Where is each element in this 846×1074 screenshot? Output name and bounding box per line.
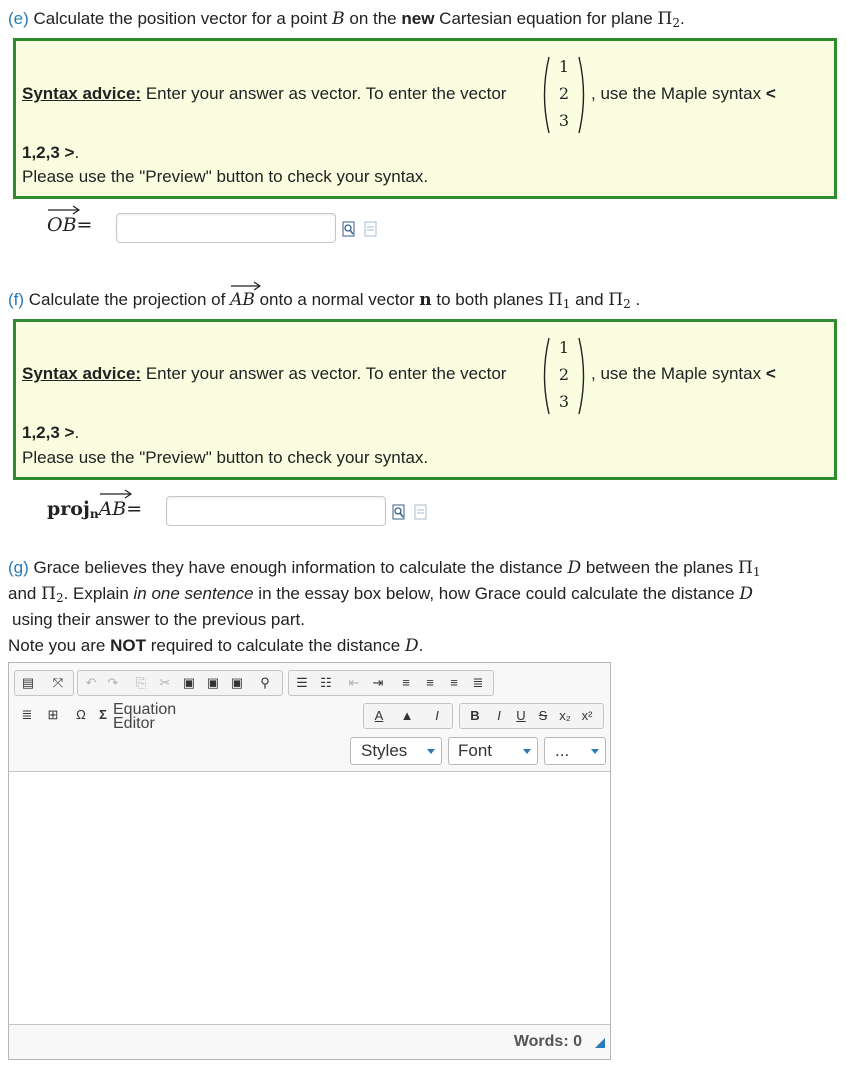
maximize-icon[interactable]: ⤧ [52, 675, 64, 690]
essay-text-area[interactable] [9, 771, 610, 1025]
styles-dropdown[interactable]: Styles [350, 737, 442, 765]
preview-icon[interactable] [342, 221, 356, 237]
chevron-down-icon [591, 749, 599, 754]
table-icon[interactable]: ⊞ [47, 707, 59, 722]
question-f: (f) Calculate the projection of AB onto a normal vector n to both planes $\Pi_1$ and $\Pi_2$ . [8, 289, 640, 315]
toolbar-group-insert [14, 701, 188, 732]
paste-icon[interactable]: ▣ [182, 675, 196, 690]
align-right-icon[interactable]: ≡ [450, 675, 458, 690]
word-count: Words: 0 [513, 1033, 582, 1050]
source-icon[interactable]: ▤ [21, 675, 35, 690]
bold-icon[interactable]: B [470, 708, 480, 723]
vector-display: 1 2 3 [540, 336, 588, 416]
bg-color-icon[interactable]: ▲ [400, 708, 414, 723]
syntax-example: 1,2,3 > [22, 423, 75, 442]
syntax-advice-box: Syntax advice: Enter your answer as vector. To enter the vector 1 2 3 , use the Maple syntax < 1,2,3 >. Please use the "Preview" button to check your syntax. [13, 319, 837, 480]
syntax-help-icon[interactable] [414, 504, 428, 520]
chevron-down-icon [523, 749, 531, 754]
superscript-icon[interactable]: x² [581, 708, 593, 723]
question-g-line-2: and $\Pi_2$. Explain in one sentence in the essay box below, how Grace could calculate the distance D [8, 584, 753, 605]
underline-icon[interactable]: U [516, 708, 526, 723]
toolbar-group-basic-style [459, 703, 604, 729]
text-color-icon[interactable]: A [374, 708, 384, 723]
part-label-g: (g) [8, 558, 29, 577]
resize-handle-icon[interactable] [594, 1037, 606, 1049]
toolbar-group-paragraph [288, 670, 494, 696]
vector-display: 1 2 3 [540, 55, 588, 135]
part-label-f: (f) [8, 290, 25, 309]
preview-note: Please use the "Preview" button to check your syntax. [22, 167, 429, 186]
toolbar-group-color [363, 703, 453, 729]
vector-arrow-icon [230, 281, 262, 291]
chevron-down-icon [427, 749, 435, 754]
question-e: (e) Calculate the position vector for a point B on the new Cartesian equation for plane $\Pi_2$. [8, 9, 685, 30]
part-label-e: (e) [8, 9, 29, 28]
essay-editor [8, 662, 611, 1060]
italic-icon[interactable]: I [497, 708, 501, 723]
syntax-advice-box: Syntax advice: Enter your answer as vector. To enter the vector 1 2 3 , use the Maple syntax < 1,2,3 >. Please use the "Preview" button to check your syntax. [13, 38, 837, 199]
syntax-advice-title: Syntax advice [22, 84, 136, 103]
answer-input-proj[interactable] [166, 496, 386, 526]
special-char-icon[interactable]: Ω [76, 707, 86, 722]
align-left-icon[interactable]: ≡ [402, 675, 410, 690]
equation-sigma-icon[interactable]: Σ [99, 707, 107, 722]
numbered-list-icon[interactable]: ☰ [296, 675, 308, 690]
toolbar-group-view [14, 670, 74, 696]
remove-format-icon[interactable]: I [435, 708, 439, 723]
find-icon[interactable]: ⚲ [260, 675, 270, 690]
subscript-icon[interactable]: x₂ [559, 708, 571, 723]
syntax-example: 1,2,3 > [22, 143, 75, 162]
blockquote-icon[interactable]: ≣ [21, 707, 33, 722]
font-dropdown[interactable]: Font [448, 737, 538, 765]
bullet-list-icon[interactable]: ☷ [320, 675, 332, 690]
more-dropdown[interactable]: ... [544, 737, 606, 765]
question-g-line-3: using their answer to the previous part. [12, 610, 305, 629]
answer-label-proj: proj$_n$ AB= [47, 498, 142, 521]
copy-icon[interactable]: ⎘ [135, 675, 147, 690]
strike-icon[interactable]: S [538, 708, 548, 723]
question-g-note: Note you are NOT required to calculate the distance D. [8, 636, 424, 656]
justify-icon[interactable]: ≣ [472, 675, 484, 690]
paste-text-icon[interactable]: ▣ [206, 675, 220, 690]
syntax-help-icon[interactable] [364, 221, 378, 237]
preview-note: Please use the "Preview" button to check your syntax. [22, 448, 429, 467]
align-center-icon[interactable]: ≡ [426, 675, 434, 690]
vector-arrow-icon [47, 205, 81, 215]
preview-icon[interactable] [392, 504, 406, 520]
syntax-advice-title: Syntax advice [22, 364, 136, 383]
toolbar-group-clipboard [77, 670, 283, 696]
outdent-icon[interactable]: ⇤ [348, 675, 360, 690]
indent-icon[interactable]: ⇥ [372, 675, 384, 690]
undo-icon[interactable]: ↶ [85, 675, 97, 690]
answer-label-ob: OB= [47, 214, 92, 236]
equation-editor-button[interactable]: Equation Editor [113, 701, 177, 732]
answer-input-ob[interactable] [116, 213, 336, 243]
question-g-line-1: (g) Grace believes they have enough information to calculate the distance D between the planes $\Pi_1$ [8, 558, 761, 579]
redo-icon[interactable]: ↷ [107, 675, 119, 690]
vector-arrow-icon [99, 489, 133, 499]
cut-icon[interactable]: ✂ [159, 675, 171, 690]
paste-word-icon[interactable]: ▣ [230, 675, 244, 690]
